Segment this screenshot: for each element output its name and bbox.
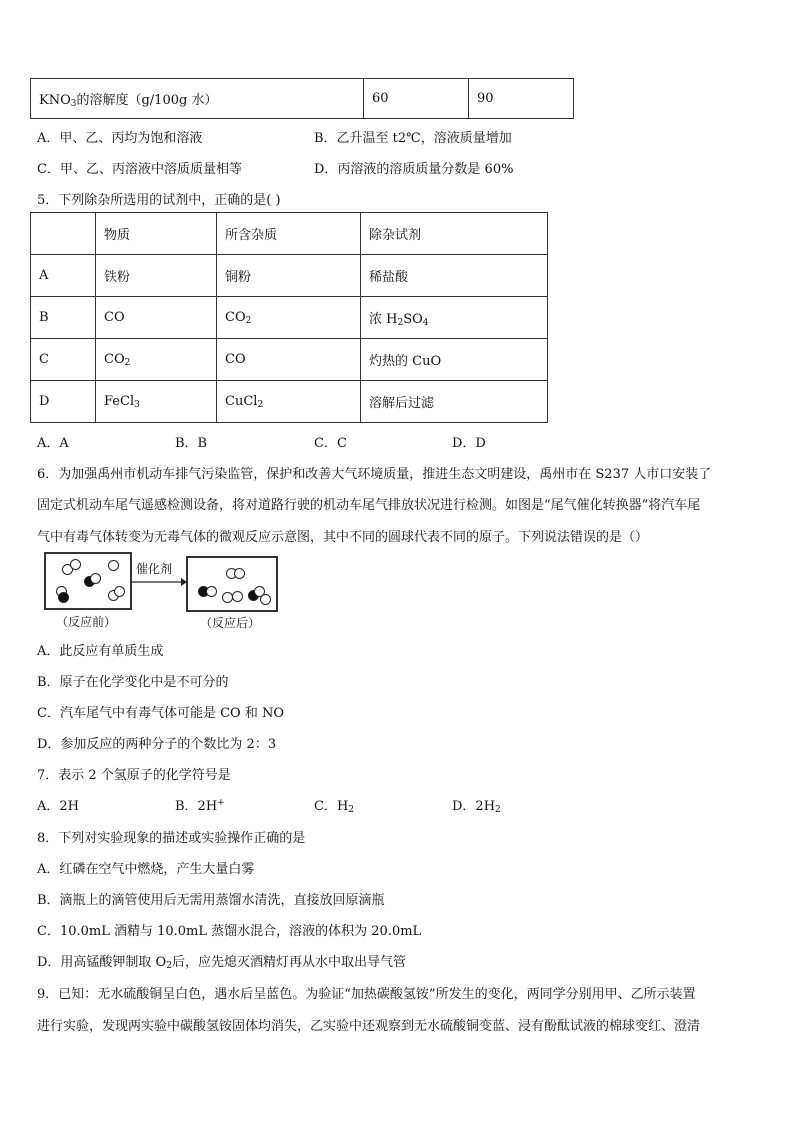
q4-option-d[interactable]: D．丙溶液的溶质质量分数是 60% bbox=[314, 162, 514, 177]
q6-option-c[interactable]: C．汽车尾气中有毒气体可能是 CO 和 NO bbox=[37, 706, 284, 721]
q7-option-d[interactable]: D．$2H_2$ bbox=[452, 799, 501, 815]
q5-header-impurity: 所含杂质 bbox=[217, 213, 361, 255]
q8-option-a[interactable]: A．红磷在空气中燃烧，产生大量白雾 bbox=[37, 862, 255, 877]
row-substance: $CO_2$ bbox=[96, 339, 217, 381]
row-label: D bbox=[31, 381, 96, 423]
row-reagent: 溶解后过滤 bbox=[361, 381, 548, 423]
kno3-value-2: 90 bbox=[469, 79, 574, 119]
table-row bbox=[31, 297, 548, 339]
row-impurity: $CO_2$ bbox=[217, 297, 361, 339]
q5-table bbox=[30, 212, 548, 423]
row-substance: 铁粉 bbox=[96, 255, 217, 297]
catalyst-label: 催化剂 bbox=[136, 562, 173, 576]
q6-option-d[interactable]: D．参加反应的两种分子的个数比为 2：3 bbox=[37, 737, 277, 752]
q7-option-a[interactable]: A．2H bbox=[37, 799, 79, 814]
table-row bbox=[31, 381, 548, 423]
q6-stem-line2: 固定式机动车尾气遥感检测设备，将对道路行驶的机动车尾气排放状况进行检测。如图是“尾气催化转换器”将汽车尾 bbox=[37, 498, 701, 513]
row-impurity: 铜粉 bbox=[217, 255, 361, 297]
row-reagent: 稀盐酸 bbox=[361, 255, 548, 297]
q4-option-c[interactable]: C．甲、乙、丙溶液中溶质质量相等 bbox=[37, 162, 242, 177]
reaction-after-box bbox=[186, 556, 278, 612]
row-label: B bbox=[31, 297, 96, 339]
row-impurity: CuCl$_2$ bbox=[217, 381, 361, 423]
row-reagent: 灼热的 CuO bbox=[361, 339, 548, 381]
q6-option-a[interactable]: A．此反应有单质生成 bbox=[37, 644, 164, 659]
q6-stem-line1: 6．为加强禹州市机动车排气污染监管，保护和改善大气环境质量，推进生态文明建设，禹州市在 S237 人市口安装了 bbox=[37, 467, 712, 482]
table-row bbox=[31, 255, 548, 297]
q5-option-a[interactable]: A．A bbox=[37, 436, 69, 451]
after-caption: （反应后） bbox=[200, 616, 261, 630]
kno3-label-cell: $KNO_3$的溶解度（g/100g 水） bbox=[31, 79, 364, 119]
q5-header-blank bbox=[31, 213, 96, 255]
q5-option-d[interactable]: D．D bbox=[452, 436, 486, 451]
kno3-value-1: 60 bbox=[364, 79, 469, 119]
row-impurity: CO bbox=[217, 339, 361, 381]
q9-stem-line1: 9．已知：无水硫酸铜呈白色，遇水后呈蓝色。为验证“加热碳酸氢铵”所发生的变化，两同学分别用甲、乙所示装置 bbox=[37, 987, 696, 1002]
table-row bbox=[31, 339, 548, 381]
q5-stem: 5．下列除杂所选用的试剂中，正确的是( ) bbox=[37, 193, 281, 208]
q5-header-reagent: 除杂试剂 bbox=[361, 213, 548, 255]
q7-option-c[interactable]: C．$H_2$ bbox=[314, 799, 355, 815]
q5-option-b[interactable]: B．B bbox=[175, 436, 208, 451]
q6-stem-line3: 气中有毒气体转变为无毒气体的微观反应示意图，其中不同的圆球代表不同的原子。下列说法错误的是（） bbox=[37, 530, 649, 545]
q8-option-b[interactable]: B．滴瓶上的滴管使用后无需用蒸馏水清洗，直接放回原滴瓶 bbox=[37, 893, 385, 908]
reaction-arrow-icon bbox=[131, 578, 187, 586]
q4-option-a[interactable]: A．甲、乙、丙均为饱和溶液 bbox=[37, 131, 203, 146]
row-label: C bbox=[31, 339, 96, 381]
q5-option-c[interactable]: C．C bbox=[314, 436, 347, 451]
before-caption: （反应前） bbox=[56, 615, 117, 629]
row-substance: FeCl$_3$ bbox=[96, 381, 217, 423]
q6-option-b[interactable]: B．原子在化学变化中是不可分的 bbox=[37, 675, 229, 690]
q8-option-d[interactable]: D．用高锰酸钾制取 $O_2$后，应先熄灭酒精灯再从水中取出导气管 bbox=[37, 955, 406, 971]
row-substance: CO bbox=[96, 297, 217, 339]
row-reagent: 浓 $H_2SO_4$ bbox=[361, 297, 548, 339]
q9-stem-line2: 进行实验，发现两实验中碳酸氢铵固体均消失，乙实验中还观察到无水硫酸铜变蓝、浸有酚酞试液的棉球变红、澄清 bbox=[37, 1019, 701, 1034]
reaction-before-box bbox=[44, 552, 132, 610]
q8-stem: 8．下列对实验现象的描述或实验操作正确的是 bbox=[37, 831, 306, 846]
q7-option-b[interactable]: B．2H+ bbox=[175, 798, 225, 814]
q5-header-substance: 物质 bbox=[96, 213, 217, 255]
q7-stem: 7．表示 2 个氢原子的化学符号是 bbox=[37, 768, 231, 783]
q8-option-c[interactable]: C．10.0mL 酒精与 10.0mL 蒸馏水混合，溶液的体积为 20.0mL bbox=[37, 924, 422, 939]
row-label: A bbox=[31, 255, 96, 297]
kno3-table bbox=[30, 78, 574, 119]
q4-option-b[interactable]: B．乙升温至 t2℃，溶液质量增加 bbox=[314, 131, 512, 146]
